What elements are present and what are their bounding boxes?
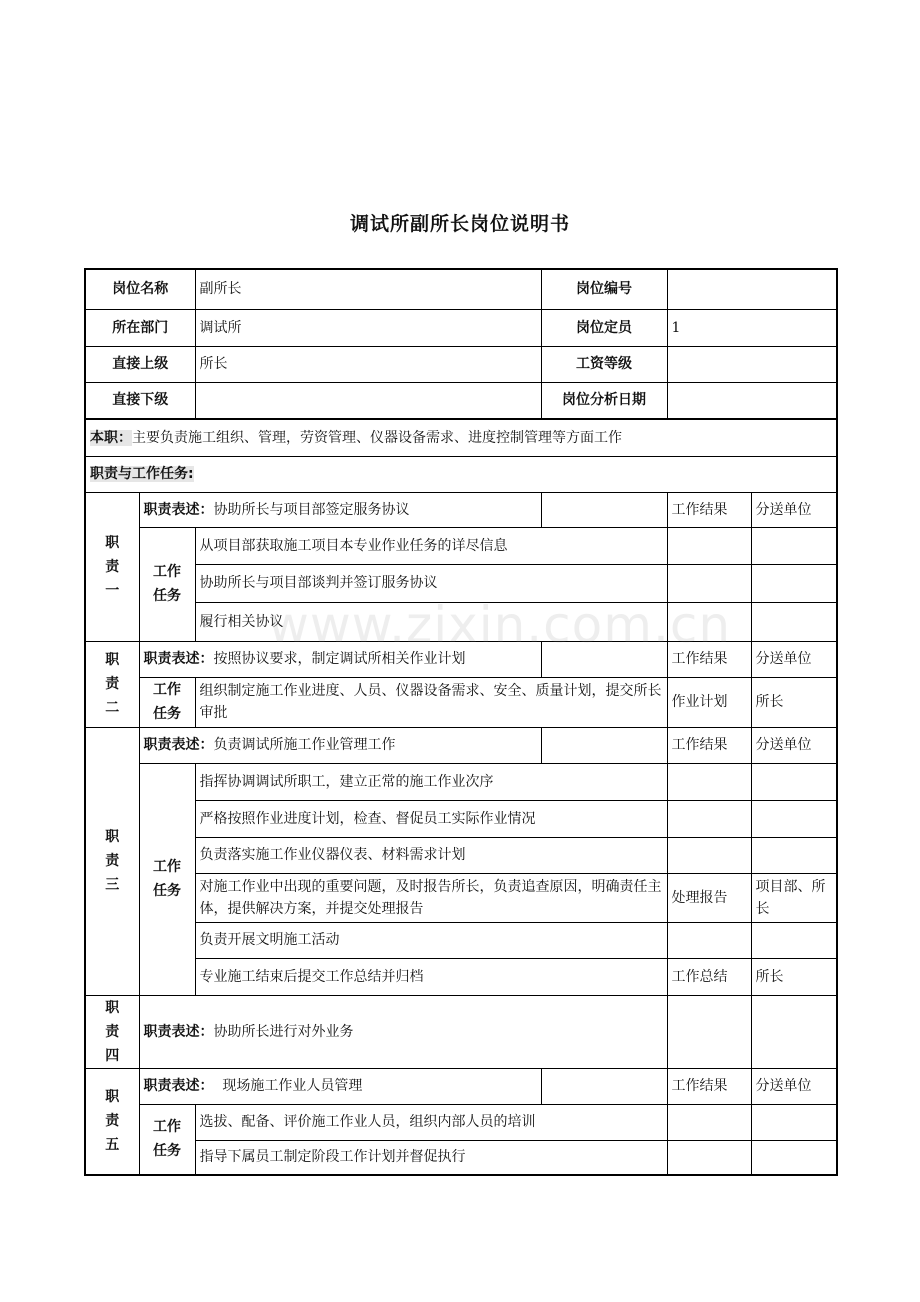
duty-3-task-2: 严格按照作业进度计划，检查、督促员工实际作业情况 [195, 800, 667, 837]
main-duty-text: 主要负责施工组织、管理，劳资管理、仪器设备需求、进度控制管理等方面工作 [132, 429, 622, 446]
document-title: 调试所副所长岗位说明书 [349, 213, 570, 235]
duty-3-desc: 负责调试所施工作业管理工作 [213, 737, 396, 753]
duty-5-task-1: 选拔、配备、评价施工作业人员，组织内部人员的培训 [195, 1104, 667, 1140]
duty-1-task-1: 从项目部获取施工项目本专业作业任务的详尽信息 [195, 527, 667, 564]
duty-5-task-2: 指导下属员工制定阶段工作计划并督促执行 [195, 1140, 667, 1175]
duty-5-work-task-label: 工作 任务 [139, 1104, 195, 1175]
duty-3-task-6-dest: 所长 [751, 958, 837, 995]
duty-3-task-6: 专业施工结束后提交工作总结并归档 [195, 958, 667, 995]
duty-5-result-header: 工作结果 [667, 1068, 751, 1104]
duty-3-task-4-dest: 项目部、所长 [751, 873, 837, 922]
duty-4-desc: 协助所长进行对外业务 [213, 1023, 354, 1040]
duty-3-task-6-result: 工作总结 [667, 958, 751, 995]
duty-3-task-1: 指挥协调调试所职工，建立正常的施工作业次序 [195, 763, 667, 800]
position-name-label: 岗位名称 [85, 269, 195, 309]
duty-2-task-1: 组织制定施工作业进度、人员、仪器设备需求、安全、质量计划，提交所长审批 [195, 677, 667, 727]
salary-grade-label: 工资等级 [541, 346, 667, 382]
duty-3-dest-header: 分送单位 [751, 727, 837, 763]
duty-3-result-header: 工作结果 [667, 727, 751, 763]
analysis-date-label: 岗位分析日期 [541, 382, 667, 419]
duty-2-name: 职 责 二 [85, 641, 139, 727]
duty-1-desc: 协助所长与项目部签定服务协议 [213, 501, 410, 518]
duty-3-task-4: 对施工作业中出现的重要问题，及时报告所长，负责追查原因，明确责任主体，提供解决方案，并提交处理报告 [195, 873, 667, 922]
main-duty-row [85, 419, 837, 456]
duty-3-work-task-label: 工作 任务 [139, 763, 195, 995]
duty-2-result-header: 工作结果 [667, 641, 751, 677]
position-code-value [667, 269, 837, 309]
superior-label: 直接上级 [85, 346, 195, 382]
subordinate-value [195, 382, 541, 419]
department-label: 所在部门 [85, 309, 195, 346]
duty-3-name: 职 责 三 [85, 727, 139, 995]
duty-1-dest-header: 分送单位 [751, 492, 837, 527]
duty-2-desc: 按照协议要求，制定调试所相关作业计划 [213, 651, 466, 667]
duty-5-dest-header: 分送单位 [751, 1068, 837, 1104]
duty-3-task-5: 负责开展文明施工活动 [195, 922, 667, 958]
duty-5-desc-cell: 职责表述： 现场施工作业人员管理 [139, 1068, 541, 1104]
duty-2-work-task-label: 工作 任务 [139, 677, 195, 727]
duty-1-task-3: 履行相关协议 [195, 602, 667, 641]
analysis-date-value [667, 382, 837, 419]
duty-3-task-4-result: 处理报告 [667, 873, 751, 922]
position-code-label: 岗位编号 [541, 269, 667, 309]
subordinate-label: 直接下级 [85, 382, 195, 419]
duty-5-name: 职 责 五 [85, 1068, 139, 1175]
duty-1-result-header: 工作结果 [667, 492, 751, 527]
duty-1-name: 职 责 一 [85, 492, 139, 641]
tasks-header-row [85, 456, 837, 492]
duty-2-task-1-dest: 所长 [751, 677, 837, 727]
main-duty-label: 本职： [90, 429, 132, 446]
department-value: 调试所 [195, 309, 541, 346]
duty-3-task-3: 负责落实施工作业仪器仪表、材料需求计划 [195, 837, 667, 873]
duty-2-desc-cell: 职责表述：按照协议要求，制定调试所相关作业计划 [139, 641, 541, 677]
duty-2-task-1-result: 作业计划 [667, 677, 751, 727]
job-description-table [84, 268, 838, 1176]
superior-value: 所长 [195, 346, 541, 382]
duty-1-desc-cell: 职责表述：协助所长与项目部签定服务协议 [139, 492, 541, 527]
duty-2-dest-header: 分送单位 [751, 641, 837, 677]
position-name-value: 副所长 [195, 269, 541, 309]
watermark: www.zixin.com.cn [268, 596, 732, 654]
duty-1-work-task-label: 工作 任务 [139, 527, 195, 641]
duty-1-task-2: 协助所长与项目部谈判并签订服务协议 [195, 564, 667, 602]
headcount-label: 岗位定员 [541, 309, 667, 346]
tasks-header: 职责与工作任务: [90, 466, 194, 482]
duty-4-desc-cell: 职责表述：协助所长进行对外业务 [139, 995, 667, 1068]
duty-3-desc-cell: 职责表述：负责调试所施工作业管理工作 [139, 727, 541, 763]
headcount-value: 1 [667, 309, 837, 346]
duty-4-name: 职 责 四 [85, 995, 139, 1068]
duty-5-desc: 现场施工作业人员管理 [213, 1078, 363, 1094]
salary-grade-value [667, 346, 837, 382]
